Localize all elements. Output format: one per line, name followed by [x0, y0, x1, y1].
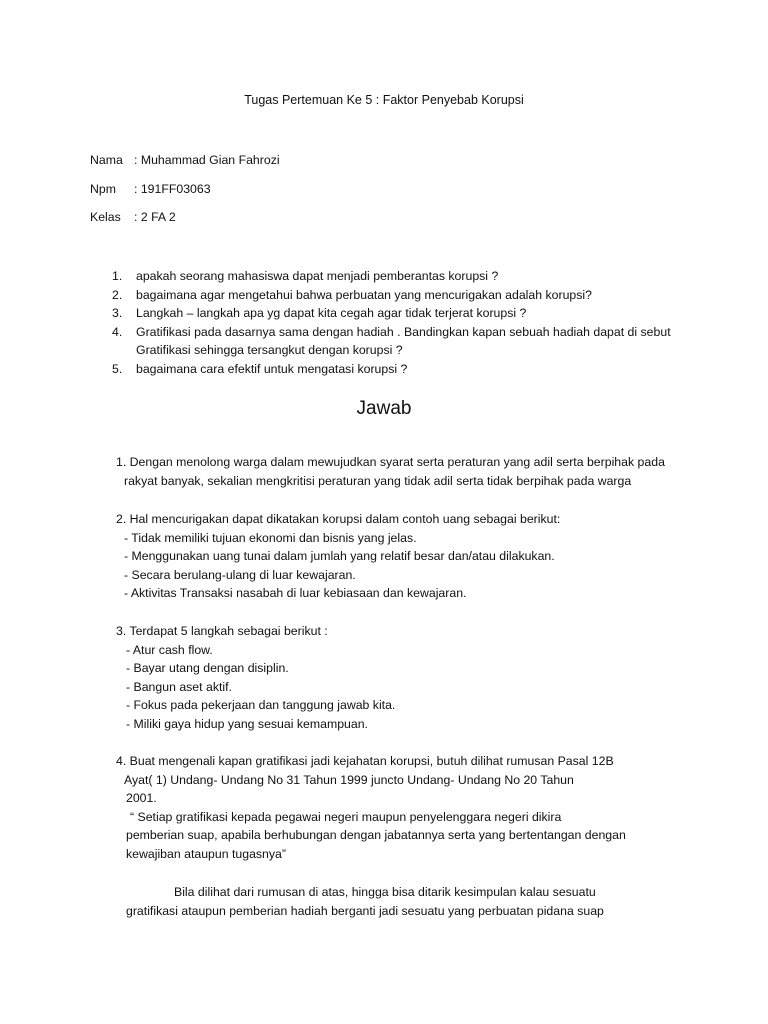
identity-row-kelas [90, 208, 176, 226]
answer-line: Ayat( 1) Undang- Undang No 31 Tahun 1999 juncto Undang- Undang No 20 Tahun [124, 772, 574, 787]
answer-line: 3. Terdapat 5 langkah sebagai berikut : [116, 624, 328, 638]
answer-line: - Miliki gaya hidup yang sesuai kemampuan. [126, 716, 368, 731]
answer-4 [116, 752, 696, 864]
identity-value: : Muhammad Gian Fahrozi [134, 153, 280, 167]
answer-line: - Secara berulang-ulang di luar kewajaran. [124, 567, 356, 582]
answer-2 [116, 510, 696, 603]
answer-line: pemberian suap, apabila berhubungan dengan jabatannya serta yang bertentangan dengan [126, 828, 626, 843]
question-number: 2. [112, 287, 123, 302]
identity-label: Nama [90, 153, 123, 167]
question-number: 3. [112, 306, 123, 321]
question-text: bagaimana agar mengetahui bahwa perbuatan yang mencurigakan adalah korupsi? [136, 287, 592, 302]
answer-line: 2001. [126, 791, 157, 806]
question-text: Gratifikasi sehingga tersangkut dengan korupsi ? [136, 343, 403, 358]
answer-line: 2. Hal mencurigakan dapat dikatakan korupsi dalam contoh uang sebagai berikut: [116, 512, 561, 526]
answer-line: - Aktivitas Transaksi nasabah di luar kebiasaan dan kewajaran. [124, 586, 467, 601]
answer-1 [116, 453, 696, 490]
answer-line: - Bayar utang dengan disiplin. [126, 661, 289, 676]
answer-3 [116, 622, 696, 734]
document-title: Tugas Pertemuan Ke 5 : Faktor Penyebab Korupsi [244, 93, 524, 107]
question-number: 1. [112, 269, 123, 283]
question-item [112, 304, 712, 323]
answer-line: - Atur cash flow. [126, 642, 213, 657]
question-item [112, 323, 712, 360]
question-text: bagaimana cara efektif untuk mengatasi korupsi ? [136, 361, 408, 376]
answer-line: kewajiban ataupun tugasnya” [126, 846, 286, 861]
jawab-heading: Jawab [356, 398, 412, 419]
identity-label: Kelas [90, 210, 121, 224]
question-item [112, 360, 712, 379]
question-text: apakah seorang mahasiswa dapat menjadi pemberantas korupsi ? [136, 269, 499, 283]
answer-line: 4. Buat mengenali kapan gratifikasi jadi kejahatan korupsi, butuh dilihat rumusan Pasal 12B [116, 754, 614, 768]
question-item [112, 286, 712, 305]
question-number: 4. [112, 324, 123, 339]
identity-label: Npm [90, 182, 116, 196]
question-number: 5. [112, 361, 123, 376]
answer-4-conclusion [116, 883, 696, 920]
answer-line: - Menggunakan uang tunai dalam jumlah yang relatif besar dan/atau dilakukan. [124, 549, 555, 564]
question-text: Gratifikasi pada dasarnya sama dengan hadiah . Bandingkan kapan sebuah hadiah dapat di sebut [136, 324, 671, 339]
question-item [112, 267, 712, 286]
question-text: Langkah – langkah apa yg dapat kita cegah agar tidak terjerat korupsi ? [136, 306, 527, 321]
identity-row-nama [90, 151, 280, 169]
answer-line: Bila dilihat dari rumusan di atas, hingga bisa ditarik kesimpulan kalau sesuatu [174, 885, 596, 899]
answer-line: 1. Dengan menolong warga dalam mewujudkan syarat serta peraturan yang adil serta berpihak pada [116, 455, 665, 469]
answer-line: “ Setiap gratifikasi kepada pegawai negeri maupun penyelenggara negeri dikira [130, 809, 562, 824]
answer-line: rakyat banyak, sekalian mengkritisi peraturan yang tidak adil serta tidak berpihak pada warga [124, 473, 632, 488]
answer-line: - Tidak memiliki tujuan ekonomi dan bisnis yang jelas. [124, 530, 417, 545]
question-list [112, 267, 712, 379]
answer-line: - Bangun aset aktif. [126, 679, 232, 694]
identity-value: : 2 FA 2 [134, 210, 176, 224]
identity-row-npm [90, 180, 211, 198]
answer-line: gratifikasi ataupun pemberian hadiah berganti jadi sesuatu yang perbuatan pidana suap [126, 903, 604, 918]
identity-value: : 191FF03063 [134, 182, 211, 196]
answer-line: - Fokus pada pekerjaan dan tanggung jawab kita. [126, 698, 396, 713]
